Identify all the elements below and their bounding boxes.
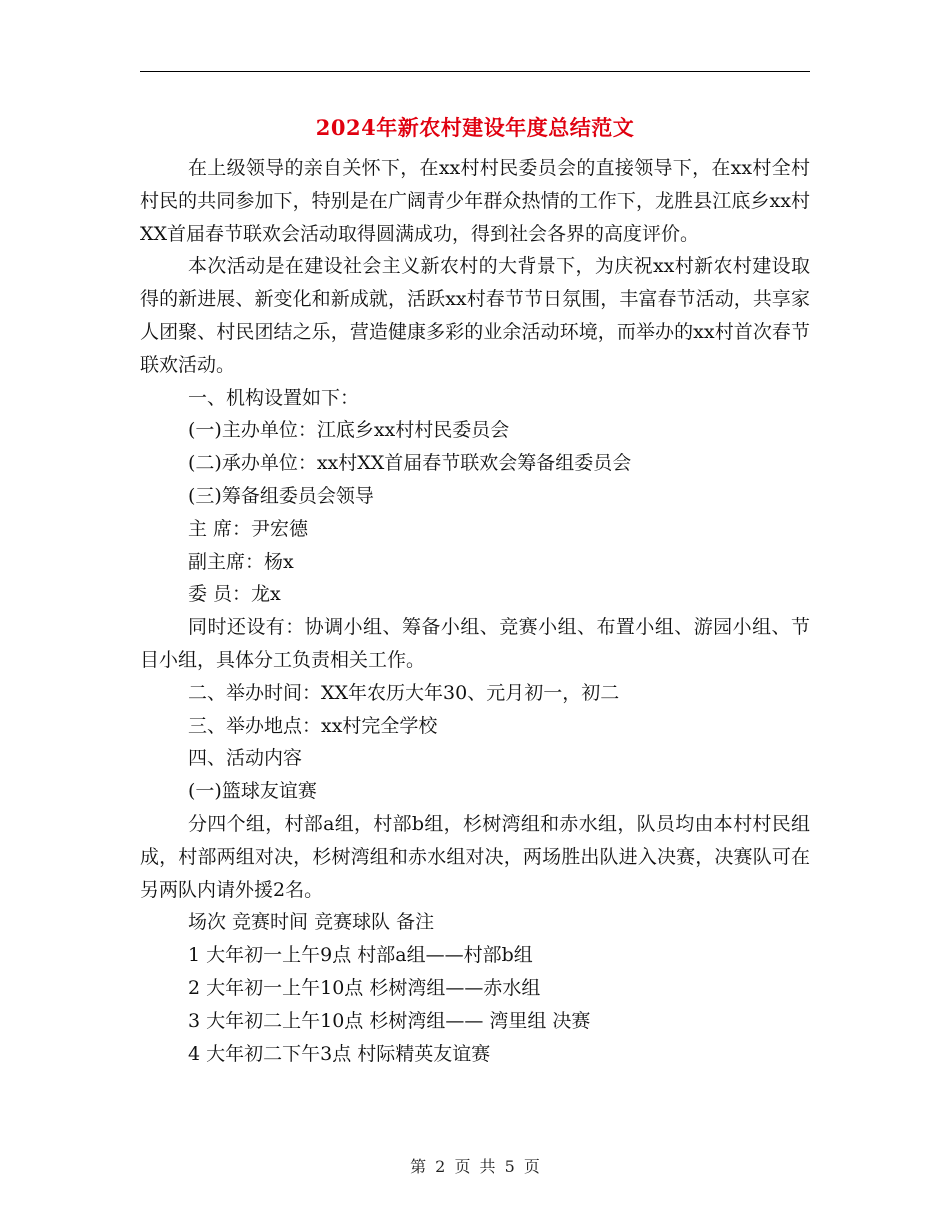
list-item-organizer: (二)承办单位：xx村XX首届春节联欢会筹备组委员会 bbox=[188, 452, 632, 475]
committee-member: 委 员：龙x bbox=[188, 583, 281, 606]
paragraph-groups: 同时还设有：协调小组、筹备小组、竞赛小组、布置小组、游园小组、节目小组，具体分工负责相关工作。 bbox=[140, 616, 810, 671]
schedule-row: 4 大年初二下午3点 村际精英友谊赛 bbox=[188, 1042, 491, 1065]
subsection-basketball: (一)篮球友谊赛 bbox=[188, 780, 317, 803]
schedule-row: 3 大年初二上午10点 杉树湾组—— 湾里组 决赛 bbox=[188, 1009, 591, 1032]
list-item-committee: (三)筹备组委员会领导 bbox=[188, 484, 374, 507]
schedule-header: 场次 竞赛时间 竞赛球队 备注 bbox=[188, 911, 435, 934]
list-item-host: (一)主办单位：江底乡xx村村民委员会 bbox=[188, 419, 510, 442]
document-title: 2024年新农村建设年度总结范文 bbox=[315, 115, 635, 140]
header-rule bbox=[140, 71, 810, 72]
schedule-row: 2 大年初一上午10点 杉树湾组——赤水组 bbox=[188, 976, 541, 999]
section-heading-activities: 四、活动内容 bbox=[188, 747, 303, 770]
section-heading-location: 三、举办地点：xx村完全学校 bbox=[188, 714, 438, 737]
section-heading-organization: 一、机构设置如下： bbox=[188, 386, 360, 409]
paragraph-basketball-rules: 分四个组，村部a组，村部b组，杉树湾组和赤水组，队员均由本村村民组成，村部两组对决，杉树湾组和赤水组对决，两场胜出队进入决赛，决赛队可在另两队内请外援2名。 bbox=[140, 812, 810, 901]
schedule-row: 1 大年初一上午9点 村部a组——村部b组 bbox=[188, 944, 533, 967]
page-number-footer: 第 2 页 共 5 页 bbox=[410, 1157, 540, 1176]
section-heading-time: 二、举办时间：XX年农历大年30、元月初一，初二 bbox=[188, 681, 620, 704]
paragraph-intro: 在上级领导的亲自关怀下，在xx村村民委员会的直接领导下，在xx村全村村民的共同参加下，特别是在广阔青少年群众热情的工作下，龙胜县江底乡xx村XX首届春节联欢会活动取得圆满成功，得到社会各界的高度评价。 bbox=[140, 157, 810, 245]
paragraph-purpose: 本次活动是在建设社会主义新农村的大背景下，为庆祝xx村新农村建设取得的新进展、新变化和新成就，活跃xx村春节节日氛围，丰富春节活动，共享家人团聚、村民团结之乐，营造健康多彩的业余活动环境，而举办的xx村首次春节联欢活动。 bbox=[140, 255, 810, 376]
committee-chair: 主 席：尹宏德 bbox=[188, 517, 309, 540]
committee-vice-chair: 副主席：杨x bbox=[188, 550, 294, 573]
document-body bbox=[140, 152, 810, 1070]
